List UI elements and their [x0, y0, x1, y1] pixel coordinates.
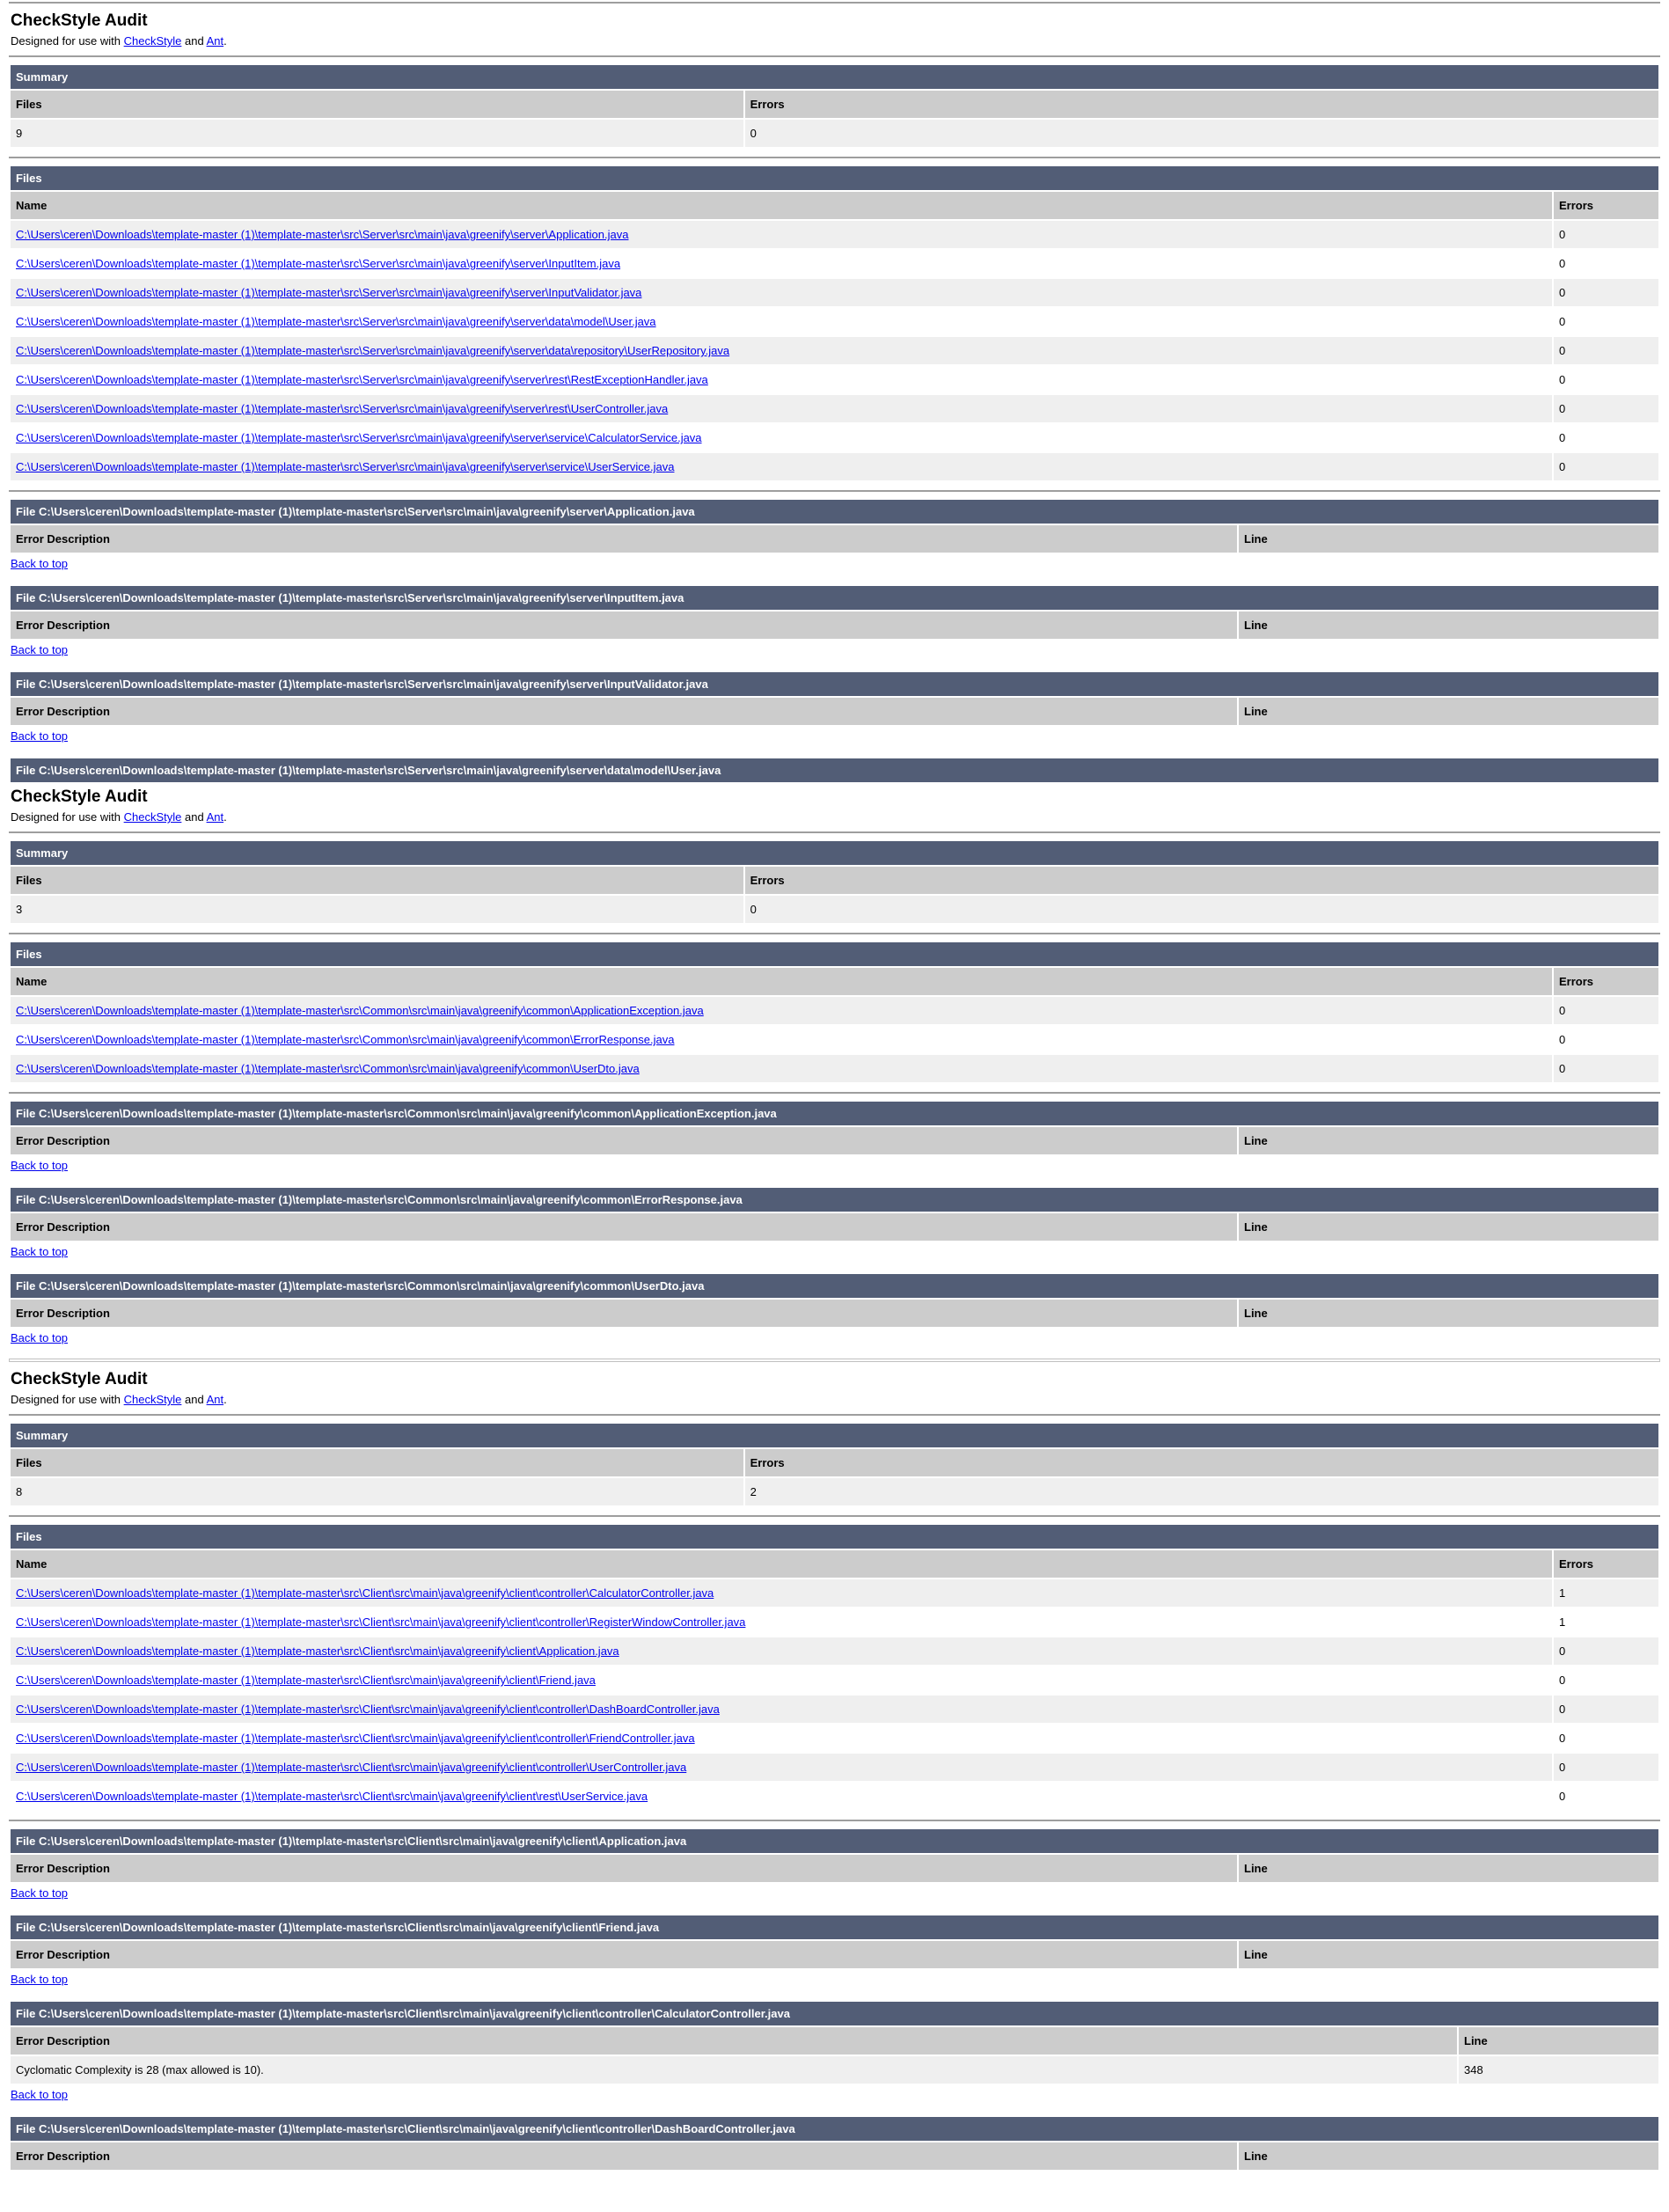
error-table-header-row — [11, 612, 1658, 639]
file-row — [11, 1637, 1658, 1665]
back-to-top-link[interactable]: Back to top — [11, 1159, 69, 1172]
file-name-cell — [11, 395, 1552, 422]
file-detail-header: File C:\Users\ceren\Downloads\template-master (1)\template-master\src\Common\src\main\java\greenify\common\ErrorResponse.java — [11, 1188, 1658, 1212]
error-description-column-header: Error Description — [11, 1127, 1237, 1154]
line-column-header: Line — [1239, 1855, 1658, 1882]
file-name-cell — [11, 279, 1552, 306]
file-name-cell — [11, 1579, 1552, 1607]
file-errors-value: 0 — [1554, 1026, 1658, 1053]
error-table — [9, 2025, 1660, 2085]
file-row — [11, 250, 1658, 277]
ant-link[interactable]: Ant — [206, 810, 224, 824]
file-detail — [9, 672, 1660, 743]
file-name-cell — [11, 1608, 1552, 1636]
error-row — [11, 2056, 1658, 2084]
file-detail-header: File C:\Users\ceren\Downloads\template-master (1)\template-master\src\Server\src\main\java\greenify\server\InputValidator.java — [11, 672, 1658, 696]
error-description-column-header: Error Description — [11, 1855, 1237, 1882]
file-link[interactable]: C:\Users\ceren\Downloads\template-master (1)\template-master\src\Client\src\main\java\greenify\client\Friend.java — [16, 1674, 596, 1687]
error-table-header-row — [11, 2027, 1658, 2055]
file-row — [11, 366, 1658, 393]
error-table — [9, 2141, 1660, 2172]
error-description-column-header: Error Description — [11, 1941, 1237, 1968]
file-link[interactable]: C:\Users\ceren\Downloads\template-master (1)\template-master\src\Server\src\main\java\greenify\server\service\CalculatorService.java — [16, 431, 702, 444]
summary-table — [9, 865, 1660, 925]
error-table-header-row — [11, 525, 1658, 553]
file-errors-value: 0 — [1554, 279, 1658, 306]
error-table — [9, 1939, 1660, 1970]
page-title: CheckStyle Audit — [11, 1370, 148, 1388]
file-errors-value: 0 — [1554, 1783, 1658, 1810]
files-header-row — [11, 192, 1658, 219]
file-detail-header: File C:\Users\ceren\Downloads\template-master (1)\template-master\src\Common\src\main\java\greenify\common\UserDto.java — [11, 1274, 1658, 1298]
file-row — [11, 1608, 1658, 1636]
line-column-header: Line — [1239, 1941, 1658, 1968]
divider-rule — [9, 1414, 1660, 1416]
error-table — [9, 610, 1660, 641]
file-errors-value: 0 — [1554, 1666, 1658, 1694]
summary-header-row — [11, 91, 1658, 118]
file-name-cell — [11, 221, 1552, 248]
file-row — [11, 1725, 1658, 1752]
line-column-header: Line — [1239, 2142, 1658, 2170]
summary-header-row — [11, 867, 1658, 894]
file-row — [11, 1696, 1658, 1723]
file-errors-value: 1 — [1554, 1608, 1658, 1636]
file-name-cell — [11, 250, 1552, 277]
summary-value-row — [11, 896, 1658, 923]
file-errors-value: 0 — [1554, 366, 1658, 393]
error-table — [9, 1212, 1660, 1242]
file-row — [11, 279, 1658, 306]
checkstyle-report — [0, 2, 1669, 2172]
files-table — [9, 966, 1660, 1084]
file-detail-header: File C:\Users\ceren\Downloads\template-master (1)\template-master\src\Client\src\main\java\greenify\client\controller\CalculatorController.java — [11, 2002, 1658, 2025]
file-detail — [9, 758, 1660, 782]
file-detail-header: File C:\Users\ceren\Downloads\template-master (1)\template-master\src\Client\src\main\java\greenify\client\Friend.java — [11, 1915, 1658, 1939]
file-name-cell — [11, 1754, 1552, 1781]
error-table — [9, 524, 1660, 554]
back-to-top-link[interactable]: Back to top — [11, 1886, 69, 1900]
divider-rule — [9, 1092, 1660, 1094]
error-description-column-header: Error Description — [11, 612, 1237, 639]
error-description-column-header: Error Description — [11, 698, 1237, 725]
errors-column-header: Errors — [1554, 968, 1658, 995]
files-table — [9, 1549, 1660, 1812]
file-link[interactable]: C:\Users\ceren\Downloads\template-master (1)\template-master\src\Common\src\main\java\greenify\common\ErrorResponse.java — [16, 1033, 675, 1046]
error-table-header-row — [11, 1300, 1658, 1327]
summary-files-column-header: Files — [11, 91, 743, 118]
file-link[interactable]: C:\Users\ceren\Downloads\template-master (1)\template-master\src\Client\src\main\java\greenify\client\controller\RegisterWindowController.java — [16, 1615, 746, 1629]
summary-errors-column-header: Errors — [745, 867, 1658, 894]
error-table — [9, 696, 1660, 727]
files-header: Files — [11, 942, 1658, 966]
file-detail-header: File C:\Users\ceren\Downloads\template-master (1)\template-master\src\Server\src\main\java\greenify\server\Application.java — [11, 500, 1658, 524]
error-table-header-row — [11, 698, 1658, 725]
file-link[interactable]: C:\Users\ceren\Downloads\template-master (1)\template-master\src\Server\src\main\java\greenify\server\InputValidator.java — [16, 286, 642, 299]
checkstyle-link[interactable]: CheckStyle — [123, 1393, 182, 1406]
file-name-cell — [11, 453, 1552, 480]
divider-rule — [9, 55, 1660, 57]
errors-column-header: Errors — [1554, 1550, 1658, 1578]
subtitle-period: . — [223, 34, 227, 48]
line-column-header: Line — [1239, 698, 1658, 725]
summary-table — [9, 1447, 1660, 1507]
subtitle-and: and — [181, 1393, 207, 1406]
summary-table — [9, 89, 1660, 149]
file-errors-value: 0 — [1554, 1754, 1658, 1781]
summary-files-value: 8 — [11, 1478, 743, 1505]
error-description-column-header: Error Description — [11, 2027, 1457, 2055]
files-header: Files — [11, 166, 1658, 190]
file-row — [11, 1026, 1658, 1053]
divider-rule — [9, 1515, 1660, 1517]
files-header-row — [11, 1550, 1658, 1578]
summary-errors-value: 2 — [745, 1478, 1658, 1505]
file-link[interactable]: C:\Users\ceren\Downloads\template-master (1)\template-master\src\Client\src\main\java\greenify\client\controller\UserController.java — [16, 1761, 687, 1774]
line-column-header: Line — [1239, 1213, 1658, 1241]
file-detail — [9, 1274, 1660, 1344]
subtitle-text: Designed for use with — [11, 810, 124, 824]
error-description-column-header: Error Description — [11, 1300, 1237, 1327]
error-table-header-row — [11, 2142, 1658, 2170]
file-link[interactable]: C:\Users\ceren\Downloads\template-master (1)\template-master\src\Client\src\main\java\greenify\client\controller\DashBoardController.java — [16, 1703, 720, 1716]
error-description-value: Cyclomatic Complexity is 28 (max allowed is 10). — [11, 2056, 1457, 2084]
summary-errors-column-header: Errors — [745, 91, 1658, 118]
back-to-top-link[interactable]: Back to top — [11, 1245, 69, 1258]
file-link[interactable]: C:\Users\ceren\Downloads\template-master (1)\template-master\src\Server\src\main\java\greenify\server\rest\RestExceptionHandler.java — [16, 373, 708, 386]
file-detail-header: File C:\Users\ceren\Downloads\template-master (1)\template-master\src\Client\src\main\java\greenify\client\controller\DashBoardController.java — [11, 2117, 1658, 2141]
file-detail — [9, 586, 1660, 656]
error-table — [9, 1298, 1660, 1329]
file-name-cell — [11, 337, 1552, 364]
file-name-cell — [11, 424, 1552, 451]
files-header: Files — [11, 1525, 1658, 1549]
file-name-cell — [11, 1026, 1552, 1053]
summary-header-row — [11, 1449, 1658, 1476]
file-link[interactable]: C:\Users\ceren\Downloads\template-master (1)\template-master\src\Client\src\main\java\greenify\client\controller\CalculatorController.java — [16, 1586, 714, 1600]
file-detail — [9, 1829, 1660, 1900]
error-line-value: 348 — [1459, 2056, 1658, 2084]
checkstyle-link[interactable]: CheckStyle — [123, 34, 182, 48]
file-row — [11, 424, 1658, 451]
file-errors-value: 0 — [1554, 1637, 1658, 1665]
file-detail — [9, 500, 1660, 570]
file-link[interactable]: C:\Users\ceren\Downloads\template-master (1)\template-master\src\Server\src\main\java\greenify\server\InputItem.java — [16, 257, 621, 270]
section-top-rule — [9, 2, 1660, 4]
file-row — [11, 1666, 1658, 1694]
files-header-row — [11, 968, 1658, 995]
report-section — [9, 787, 1660, 1344]
summary-errors-column-header: Errors — [745, 1449, 1658, 1476]
summary-header: Summary — [11, 65, 1658, 89]
file-name-cell — [11, 366, 1552, 393]
back-to-top-link[interactable]: Back to top — [11, 2088, 69, 2101]
summary-files-column-header: Files — [11, 867, 743, 894]
file-detail — [9, 1188, 1660, 1258]
file-name-cell — [11, 1725, 1552, 1752]
line-column-header: Line — [1239, 1127, 1658, 1154]
file-detail — [9, 2002, 1660, 2101]
back-to-top-link[interactable]: Back to top — [11, 1331, 69, 1344]
summary-files-value: 3 — [11, 896, 743, 923]
file-detail-header: File C:\Users\ceren\Downloads\template-master (1)\template-master\src\Server\src\main\java\greenify\server\data\model\User.java — [11, 758, 1658, 782]
file-link[interactable]: C:\Users\ceren\Downloads\template-master (1)\template-master\src\Common\src\main\java\greenify\common\ApplicationException.java — [16, 1004, 704, 1017]
file-errors-value: 0 — [1554, 1055, 1658, 1082]
file-errors-value: 0 — [1554, 997, 1658, 1024]
divider-rule — [9, 490, 1660, 492]
file-link[interactable]: C:\Users\ceren\Downloads\template-master (1)\template-master\src\Server\src\main\java\greenify\server\service\UserService.java — [16, 460, 675, 473]
subtitle — [11, 34, 1658, 48]
file-details — [9, 1102, 1660, 1344]
ant-link[interactable]: Ant — [206, 1393, 224, 1406]
file-errors-value: 0 — [1554, 395, 1658, 422]
file-errors-value: 0 — [1554, 1725, 1658, 1752]
error-table-header-row — [11, 1855, 1658, 1882]
file-detail — [9, 1915, 1660, 1986]
line-column-header: Line — [1459, 2027, 1658, 2055]
file-row — [11, 337, 1658, 364]
error-description-column-header: Error Description — [11, 2142, 1237, 2170]
error-table — [9, 1125, 1660, 1156]
page-title: CheckStyle Audit — [11, 11, 148, 30]
summary-value-row — [11, 1478, 1658, 1505]
file-row — [11, 997, 1658, 1024]
section-top-rule — [9, 1359, 1660, 1362]
subtitle-period: . — [223, 810, 227, 824]
error-table-header-row — [11, 1127, 1658, 1154]
summary-errors-value: 0 — [745, 896, 1658, 923]
file-link[interactable]: C:\Users\ceren\Downloads\template-master (1)\template-master\src\Common\src\main\java\greenify\common\UserDto.java — [16, 1062, 640, 1075]
file-errors-value: 0 — [1554, 424, 1658, 451]
file-errors-value: 0 — [1554, 308, 1658, 335]
file-row — [11, 1055, 1658, 1082]
file-row — [11, 1783, 1658, 1810]
back-to-top-link[interactable]: Back to top — [11, 1973, 69, 1986]
divider-rule — [9, 831, 1660, 833]
file-row — [11, 395, 1658, 422]
report-section — [9, 1359, 1660, 2172]
subtitle-text: Designed for use with — [11, 1393, 124, 1406]
file-errors-value: 0 — [1554, 453, 1658, 480]
error-description-column-header: Error Description — [11, 525, 1237, 553]
subtitle — [11, 1393, 1658, 1406]
error-table — [9, 1853, 1660, 1884]
line-column-header: Line — [1239, 525, 1658, 553]
file-name-cell — [11, 308, 1552, 335]
subtitle-and: and — [181, 34, 207, 48]
file-row — [11, 1754, 1658, 1781]
summary-header: Summary — [11, 1424, 1658, 1447]
name-column-header: Name — [11, 1550, 1552, 1578]
line-column-header: Line — [1239, 1300, 1658, 1327]
divider-rule — [9, 157, 1660, 158]
summary-errors-value: 0 — [745, 120, 1658, 147]
file-row — [11, 1579, 1658, 1607]
file-detail — [9, 2117, 1660, 2172]
file-detail-header: File C:\Users\ceren\Downloads\template-master (1)\template-master\src\Client\src\main\java\greenify\client\Application.java — [11, 1829, 1658, 1853]
files-table — [9, 190, 1660, 482]
file-link[interactable]: C:\Users\ceren\Downloads\template-master (1)\template-master\src\Client\src\main\java\greenify\client\controller\FriendController.java — [16, 1732, 695, 1745]
file-errors-value: 1 — [1554, 1579, 1658, 1607]
subtitle-text: Designed for use with — [11, 34, 124, 48]
summary-value-row — [11, 120, 1658, 147]
error-table-header-row — [11, 1941, 1658, 1968]
name-column-header: Name — [11, 968, 1552, 995]
back-to-top-link[interactable]: Back to top — [11, 643, 69, 656]
file-name-cell — [11, 1666, 1552, 1694]
summary-files-column-header: Files — [11, 1449, 743, 1476]
file-link[interactable]: C:\Users\ceren\Downloads\template-master (1)\template-master\src\Server\src\main\java\greenify\server\data\repository\UserRepository.java — [16, 344, 730, 357]
file-name-cell — [11, 997, 1552, 1024]
report-section — [9, 2, 1660, 782]
back-to-top-link[interactable]: Back to top — [11, 729, 69, 743]
file-name-cell — [11, 1055, 1552, 1082]
back-to-top-link[interactable]: Back to top — [11, 557, 69, 570]
file-details — [9, 1829, 1660, 2172]
checkstyle-link[interactable]: CheckStyle — [123, 810, 182, 824]
file-row — [11, 221, 1658, 248]
file-row — [11, 308, 1658, 335]
error-table-header-row — [11, 1213, 1658, 1241]
summary-header: Summary — [11, 841, 1658, 865]
file-name-cell — [11, 1696, 1552, 1723]
file-details — [9, 500, 1660, 782]
file-errors-value: 0 — [1554, 250, 1658, 277]
file-detail-header: File C:\Users\ceren\Downloads\template-master (1)\template-master\src\Common\src\main\java\greenify\common\ApplicationException.java — [11, 1102, 1658, 1125]
file-errors-value: 0 — [1554, 1696, 1658, 1723]
error-description-column-header: Error Description — [11, 1213, 1237, 1241]
file-name-cell — [11, 1783, 1552, 1810]
file-link[interactable]: C:\Users\ceren\Downloads\template-master (1)\template-master\src\Client\src\main\java\greenify\client\Application.java — [16, 1644, 619, 1658]
file-link[interactable]: C:\Users\ceren\Downloads\template-master (1)\template-master\src\Server\src\main\java\greenify\server\data\model\User.java — [16, 315, 656, 328]
file-detail-header: File C:\Users\ceren\Downloads\template-master (1)\template-master\src\Server\src\main\java\greenify\server\InputItem.java — [11, 586, 1658, 610]
ant-link[interactable]: Ant — [206, 34, 224, 48]
file-link[interactable]: C:\Users\ceren\Downloads\template-master (1)\template-master\src\Client\src\main\java\greenify\client\rest\UserService.java — [16, 1790, 648, 1803]
name-column-header: Name — [11, 192, 1552, 219]
file-detail — [9, 1102, 1660, 1172]
file-link[interactable]: C:\Users\ceren\Downloads\template-master (1)\template-master\src\Server\src\main\java\greenify\server\rest\UserController.java — [16, 402, 669, 415]
file-link[interactable]: C:\Users\ceren\Downloads\template-master (1)\template-master\src\Server\src\main\java\greenify\server\Application.java — [16, 228, 629, 241]
summary-files-value: 9 — [11, 120, 743, 147]
errors-column-header: Errors — [1554, 192, 1658, 219]
subtitle-period: . — [223, 1393, 227, 1406]
divider-rule — [9, 933, 1660, 934]
divider-rule — [9, 1820, 1660, 1821]
subtitle — [11, 810, 1658, 824]
page-title: CheckStyle Audit — [11, 787, 148, 806]
file-errors-value: 0 — [1554, 221, 1658, 248]
file-name-cell — [11, 1637, 1552, 1665]
subtitle-and: and — [181, 810, 207, 824]
file-errors-value: 0 — [1554, 337, 1658, 364]
file-row — [11, 453, 1658, 480]
line-column-header: Line — [1239, 612, 1658, 639]
